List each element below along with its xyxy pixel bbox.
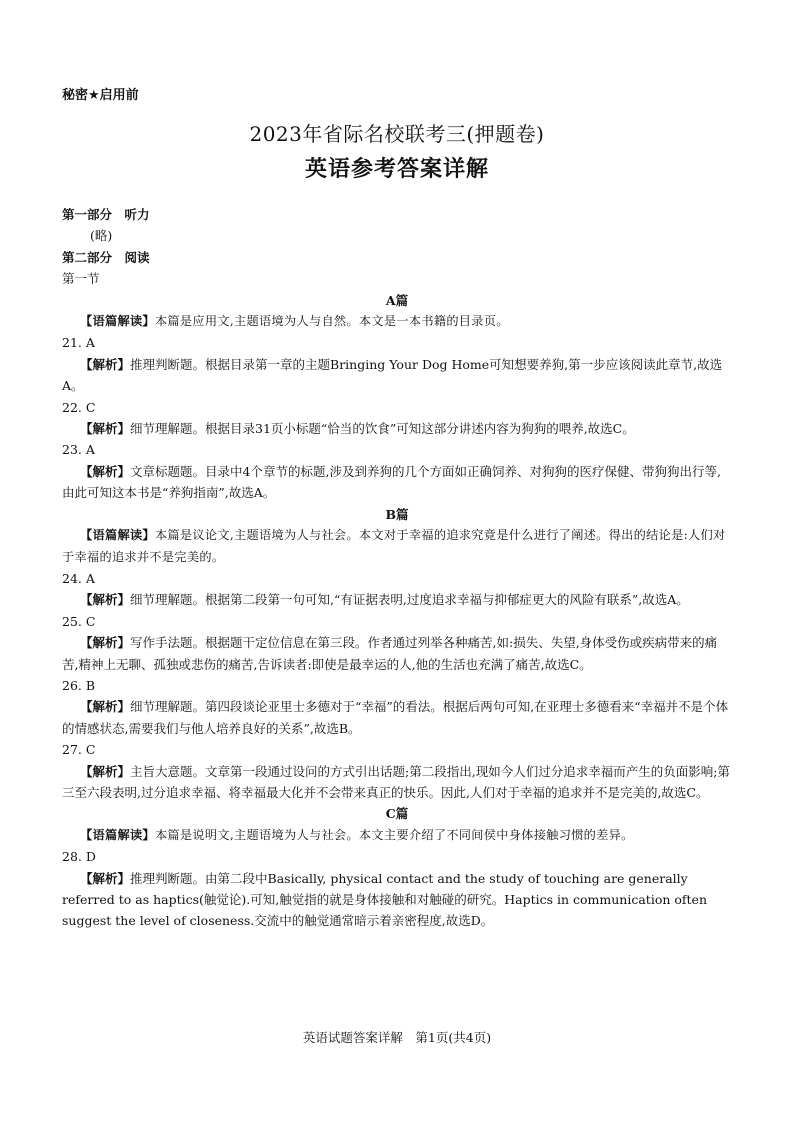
confidential-label: 秘密★启用前: [62, 88, 139, 103]
passage-a-heading: A篇: [385, 292, 409, 308]
part2-heading: 第二部分 阅读: [62, 249, 150, 265]
exam-title: 2023年省际名校联考三(押题卷): [249, 122, 545, 146]
page-footer: 英语试题答案详解 第1页(共4页): [302, 1030, 492, 1045]
answer-27: 27. C: [62, 742, 96, 758]
explanation-23: 【解析】文章标题题。目录中4个章节的标题,涉及到养狗的几个方面如正确饲养、对狗狗的医疗保健、带狗狗出行等,由此可知这本书是“养狗指南”,故选A。: [62, 463, 721, 501]
answer-24: 24. A: [62, 570, 95, 586]
answer-body: [62, 204, 732, 932]
answer-22: 22. C: [62, 399, 96, 415]
answer-25: 25. C: [62, 613, 96, 629]
explanation-28: 【解析】推理判断题。由第二段中Basically, physical contact and the study of touching are generally referred to as haptics(触觉论).可知,触觉指的就是身体接触和对触碰的研究。Haptics in communication often suggest the level of closeness.交流中的触觉通常暗示着亲密程度,故选D。: [62, 870, 707, 929]
answer-26: 26. B: [62, 677, 96, 693]
passage-c-summary: 【语篇解读】本篇是说明文,主题语境为人与社会。本文主要介绍了不同间侯中身体接触习惯的差异。: [80, 827, 634, 842]
passage-c-heading: C篇: [385, 806, 409, 822]
explanation-22: 【解析】细节理解题。根据目录31页小标题“恰当的饮食”可知这部分讲述内容为狗狗的喂养,故选C。: [80, 421, 635, 437]
passage-b-summary: 【语篇解读】本篇是议论文,主题语境为人与社会。本文对于幸福的追求究竟是什么进行了阐述。得出的结论是:人们对于幸福的追求并不是完美的。: [62, 528, 726, 564]
exam-subtitle: 英语参考答案详解: [304, 157, 489, 182]
explanation-25: 【解析】写作手法题。根据题干定位信息在第三段。作者通过列举各种痛苦,如:损失、失望,身体受伤或疾病带来的痛苦,精神上无聊、孤独或悲伤的痛苦,告诉读者:即使是最幸运的人,他的生活也充满了痛苦,故选C。: [62, 635, 718, 672]
section-heading: 第一节: [62, 271, 100, 287]
explanation-24: 【解析】细节理解题。根据第二段第一句可知,“有证据表明,过度追求幸福与抑郁症更大的风险有联系”,故选A。: [80, 592, 689, 608]
explanation-21: 【解析】推理判断题。根据目录第一章的主题Bringing Your Dog Home可知想要养狗,第一步应该阅读此章节,故选A。: [62, 356, 723, 394]
part1-heading: 第一部分 听力: [62, 207, 150, 222]
part1-note: (略): [90, 228, 113, 244]
answer-28: 28. D: [62, 849, 96, 865]
passage-b-heading: B篇: [385, 506, 409, 522]
answer-21: 21. A: [62, 335, 95, 351]
explanation-27: 【解析】主旨大意题。文章第一段通过设问的方式引出话题;第二段指出,现如今人们过分追求幸福而产生的负面影响;第三至六段表明,过分追求幸福、将幸福最大化并不会带来真正的快乐。因此,人们对于幸福的追求并不是完美的,故选C。: [62, 763, 730, 800]
answer-23: 23. A: [62, 442, 95, 458]
explanation-26: 【解析】细节理解题。第四段谈论亚里士多德对于“幸福”的看法。根据后两句可知,在亚理士多德看来“幸福并不是个体的情感状态,需要我们与他人培养良好的关系”,故选B。: [62, 699, 729, 736]
passage-a-summary: 【语篇解读】本篇是应用文,主题语境为人与自然。本文是一本书籍的目录页。: [80, 314, 509, 329]
